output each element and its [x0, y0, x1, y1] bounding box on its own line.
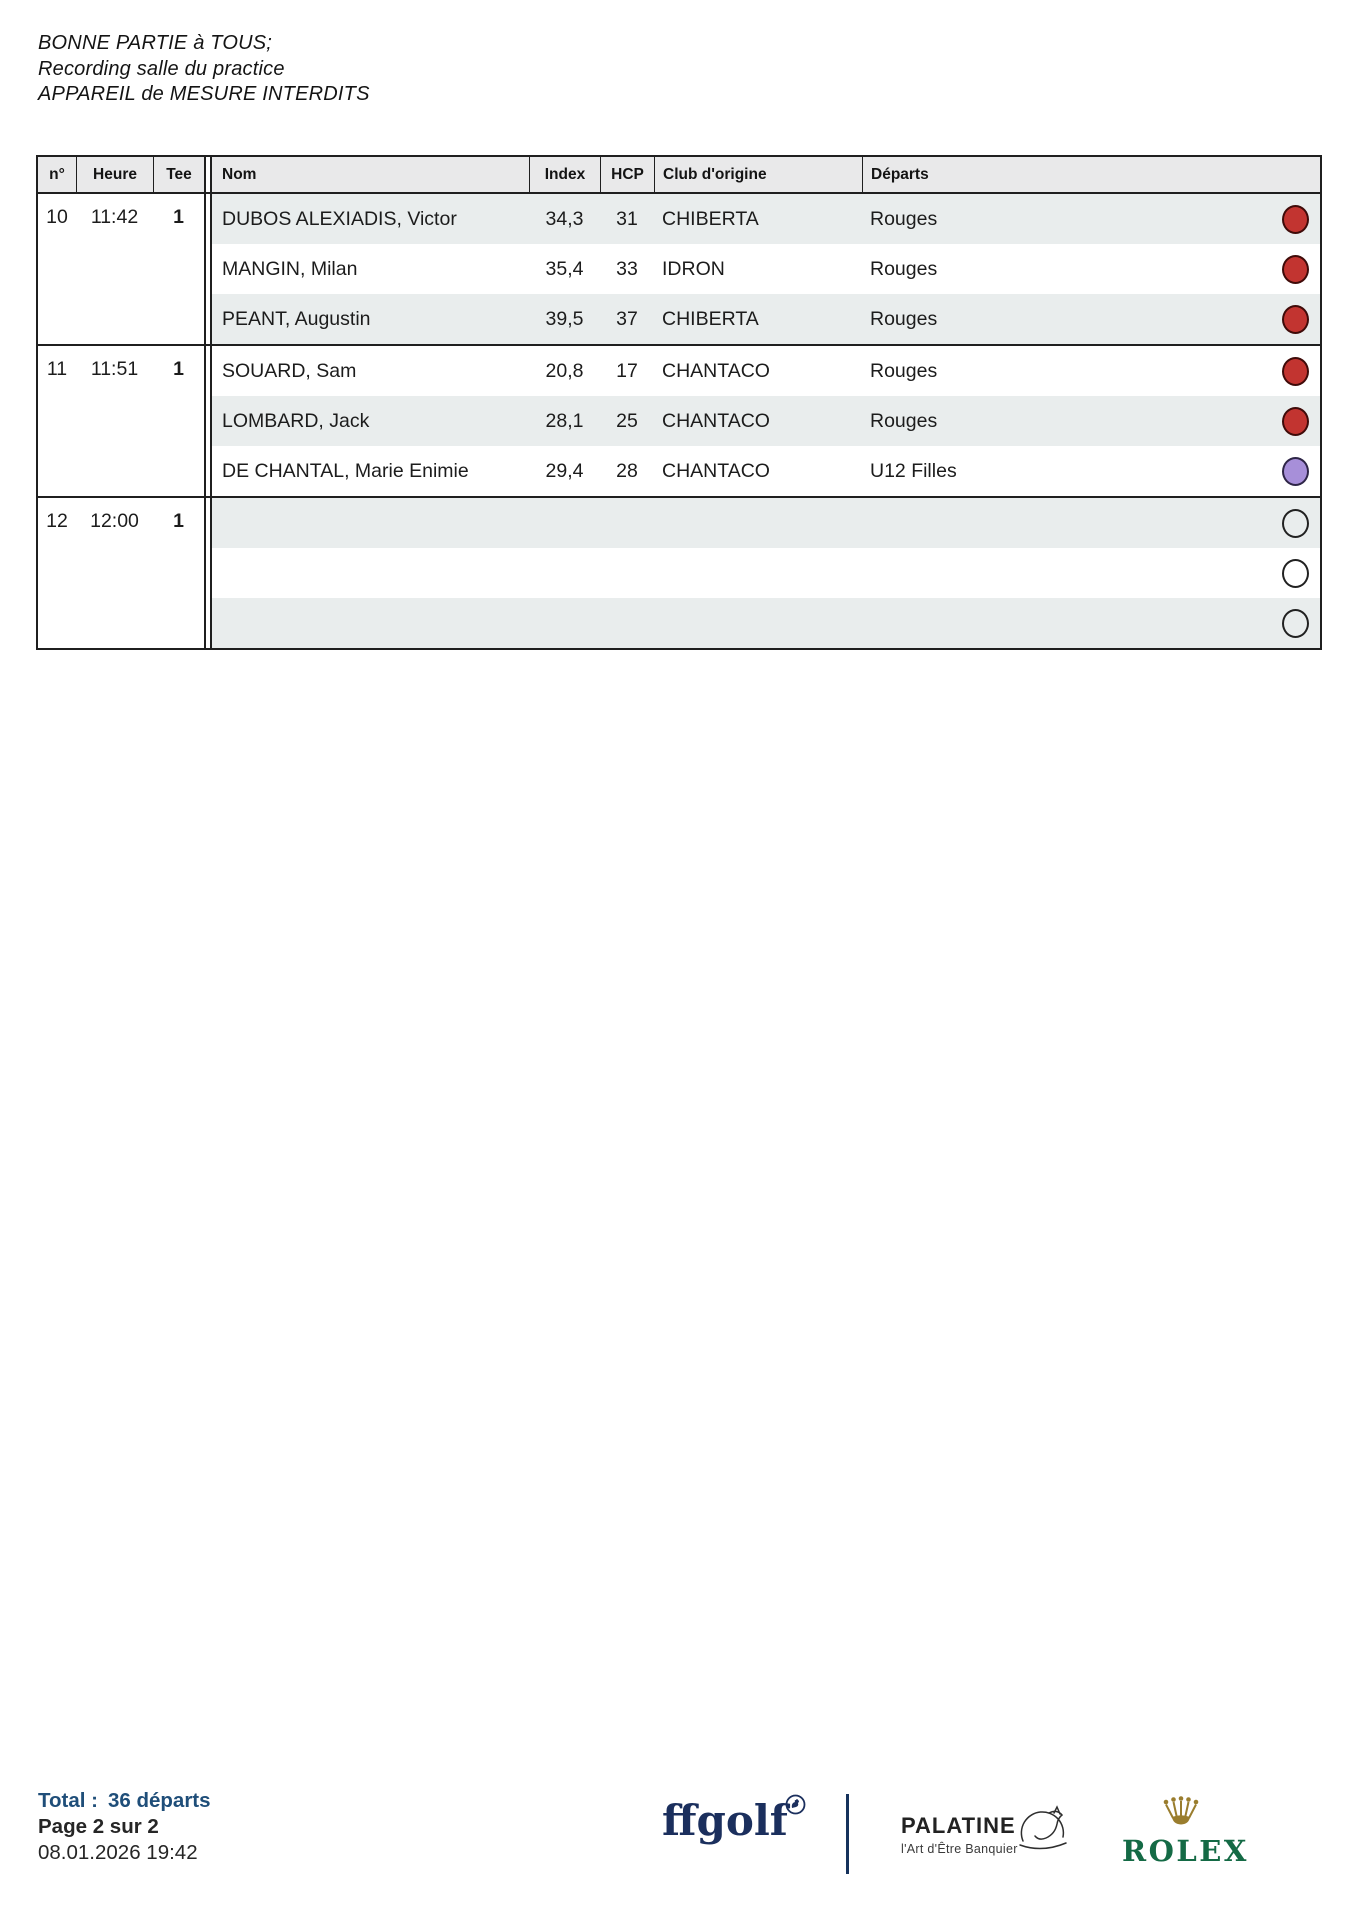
player-name: LOMBARD, Jack	[222, 409, 370, 432]
tee-color-marker	[1282, 509, 1309, 538]
group-info	[38, 498, 204, 648]
player-club: CHANTACO	[662, 359, 770, 382]
column-header-index: Index	[529, 157, 600, 192]
player-row	[212, 446, 1320, 496]
player-departs-cell	[862, 255, 1320, 284]
group-time: 11:51	[90, 358, 139, 380]
player-name: PEANT, Augustin	[222, 307, 371, 330]
player-index: 29,4	[545, 459, 584, 482]
player-name: MANGIN, Milan	[222, 257, 358, 280]
group-row-10	[38, 194, 1320, 344]
group-row-11	[38, 344, 1320, 496]
player-departs: Rouges	[870, 359, 938, 382]
player-departs-cell	[862, 305, 1320, 334]
player-index: 28,1	[545, 409, 584, 432]
player-club: CHANTACO	[662, 409, 770, 432]
player-hcp: 17	[616, 359, 638, 382]
player-club: CHANTACO	[662, 459, 770, 482]
rolex-crown-icon	[1122, 1796, 1240, 1832]
column-header-departs: Départs	[862, 157, 1320, 192]
player-name: SOUARD, Sam	[222, 359, 357, 382]
tee-color-marker	[1282, 357, 1309, 386]
player-index: 20,8	[545, 359, 584, 382]
player-departs: Rouges	[870, 409, 938, 432]
player-departs: U12 Filles	[870, 459, 957, 482]
group-info	[38, 194, 204, 344]
player-departs-cell	[862, 457, 1320, 486]
player-departs-cell	[862, 357, 1320, 386]
group-number: 12	[46, 510, 68, 532]
ffgolf-rooster-icon	[785, 1794, 806, 1820]
player-row	[212, 194, 1320, 244]
player-departs: Rouges	[870, 207, 938, 230]
tee-color-marker	[1282, 609, 1309, 638]
tee-color-marker	[1282, 305, 1309, 334]
note-line-2: Recording salle du practice	[38, 57, 285, 80]
player-departs-cell	[862, 609, 1320, 638]
player-row	[212, 244, 1320, 294]
column-header-club: Club d'origine	[654, 157, 862, 192]
column-header-nom: Nom	[222, 165, 257, 183]
player-departs-cell	[862, 205, 1320, 234]
player-name: DUBOS ALEXIADIS, Victor	[222, 207, 457, 230]
column-header-num: n°	[49, 165, 65, 183]
palatine-logo	[901, 1813, 1018, 1856]
palatine-wordmark: PALATINE	[901, 1813, 1016, 1838]
footer-page-number: Page 2 sur 2	[38, 1815, 159, 1838]
footer-summary	[38, 1788, 211, 1866]
player-row-empty	[212, 548, 1320, 598]
header-notes	[38, 31, 370, 108]
group-time: 11:42	[90, 206, 139, 228]
player-name: DE CHANTAL, Marie Enimie	[222, 459, 469, 482]
player-row-empty	[212, 498, 1320, 548]
player-hcp: 37	[616, 307, 638, 330]
group-number: 11	[46, 358, 68, 380]
group-tee: 1	[173, 358, 184, 380]
player-departs-cell	[862, 559, 1320, 588]
group-time: 12:00	[90, 510, 139, 532]
group-info	[38, 346, 204, 496]
footer-total	[38, 1788, 211, 1814]
column-header-hcp: HCP	[600, 157, 654, 192]
group-tee: 1	[173, 206, 184, 228]
palatine-tagline: l'Art d'Être Banquier	[901, 1842, 1018, 1856]
table-header-row	[38, 157, 1320, 194]
group-number: 10	[46, 206, 68, 228]
column-divider	[204, 157, 212, 192]
column-header-tee: Tee	[153, 157, 204, 192]
player-departs-cell	[862, 407, 1320, 436]
rolex-wordmark: ROLEX	[1122, 1834, 1249, 1868]
note-line-1: BONNE PARTIE à TOUS;	[38, 32, 273, 54]
player-row	[212, 294, 1320, 344]
player-index: 39,5	[545, 307, 584, 330]
tee-times-table	[36, 155, 1322, 650]
total-value: 36 départs	[107, 1789, 211, 1812]
player-hcp: 28	[616, 459, 638, 482]
tee-color-marker	[1282, 205, 1309, 234]
player-index: 34,3	[545, 207, 584, 230]
player-departs: Rouges	[870, 307, 938, 330]
column-divider	[204, 194, 212, 344]
group-row-12	[38, 496, 1320, 648]
tee-color-marker	[1282, 255, 1309, 284]
group-tee: 1	[173, 510, 184, 532]
logo-divider	[846, 1794, 849, 1874]
player-departs: Rouges	[870, 257, 938, 280]
footer-datetime: 08.01.2026 19:42	[38, 1841, 198, 1864]
rolex-logo	[1122, 1796, 1249, 1868]
note-line-3: APPAREIL de MESURE INTERDITS	[38, 83, 370, 105]
player-row	[212, 396, 1320, 446]
player-hcp: 33	[616, 257, 638, 280]
player-club: IDRON	[662, 257, 725, 280]
player-departs-cell	[862, 509, 1320, 538]
player-club: CHIBERTA	[662, 207, 759, 230]
palatine-horse-icon	[1013, 1803, 1071, 1860]
total-label: Total :	[38, 1789, 98, 1812]
column-divider	[204, 346, 212, 496]
player-hcp: 31	[616, 207, 638, 230]
ffgolf-logo: ffgolf	[662, 1796, 788, 1845]
tee-color-marker	[1282, 559, 1309, 588]
tee-color-marker	[1282, 457, 1309, 486]
player-index: 35,4	[545, 257, 584, 280]
column-header-heure: Heure	[76, 157, 153, 192]
player-row-empty	[212, 598, 1320, 648]
player-hcp: 25	[616, 409, 638, 432]
tee-color-marker	[1282, 407, 1309, 436]
column-divider	[204, 498, 212, 648]
player-row	[212, 346, 1320, 396]
player-club: CHIBERTA	[662, 307, 759, 330]
